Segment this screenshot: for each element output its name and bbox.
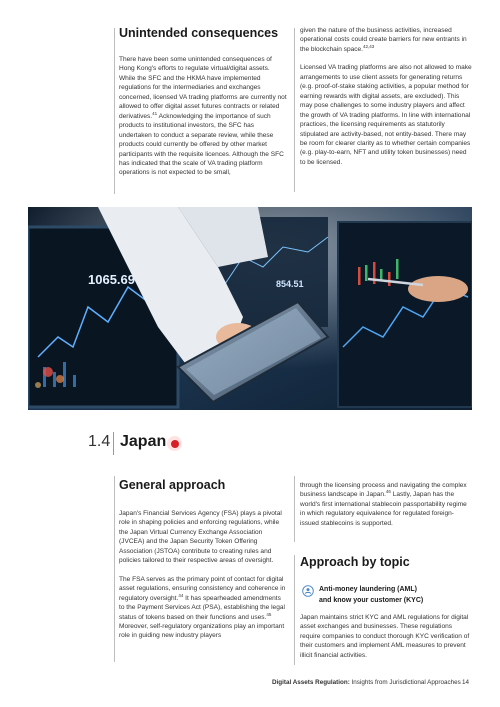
section-heading: Unintended consequences <box>119 26 279 40</box>
screen-number: 1065.69 <box>88 272 135 287</box>
column-rule <box>294 555 295 665</box>
paragraph: The FSA serves as the primary point of contact for digital asset regulations, ensuring consistency and coherence in regulatory oversight.$^{44}$ It has spearheaded amendments to the Payment Services Act (PSA), establishing the legal status of tokens based on their functions and uses.$^{45}$ Moreover, self-regulatory organizations play an important role in guiding new industry players <box>119 575 286 640</box>
general-left-column <box>119 478 287 641</box>
screen-number: 854.51 <box>276 279 304 289</box>
topic-paragraph-block <box>300 613 472 660</box>
paragraph: Licensed VA trading platforms are also not allowed to make arrangements to use client assets for generating returns (e.g. proof-of-stake staking activities, a popular method for earning rewards with digital assets, are excluded). This may pose challenges to some industry players and affect the growth of VA trading platforms. In line with international practices, the licensing requirements as statutorily stipulated are activity-based, not entity-based. There may be room for clearer clarity as to whether certain companies (e.g. play-to-earn, NFT and utility token businesses) need to be licensed. <box>300 64 472 166</box>
footer-title: Digital Assets Regulation: Insights from Jurisdictional Approaches <box>272 679 461 686</box>
top-right-column <box>300 26 472 167</box>
section-number: 1.4 <box>88 433 111 450</box>
top-left-column <box>119 26 287 178</box>
section-heading: General approach <box>119 478 226 492</box>
trading-photo <box>28 207 472 410</box>
paragraph: through the licensing process and navigating the complex business landscape in Japan.$^{46}$ Lastly, Japan has the world's first international stablecoin passportability regime in which regulatory equivalence for regulated foreign-issued stablecoins is supported. <box>300 482 467 527</box>
paragraph: given the nature of the business activities, increased operational costs could create barriers for new entrants in the blockchain space.$^{42,43}$ <box>300 27 467 53</box>
footnote-ref: 42,43 <box>362 43 375 49</box>
column-rule <box>114 28 115 194</box>
topic-item-label: Anti-money laundering (AML) and know your customer (KYC) <box>319 586 424 604</box>
general-right-column <box>300 481 472 528</box>
section-title: Japan <box>120 433 167 450</box>
page-number: 14 <box>462 679 470 686</box>
aml-kyc-icon <box>302 585 314 597</box>
section-heading: Approach by topic <box>300 555 410 569</box>
column-rule <box>294 476 295 542</box>
section-divider <box>113 432 114 455</box>
topic-block <box>300 555 472 570</box>
paragraph: There have been some unintended consequences of Hong Kong's efforts to regulate virtual/digital assets. While the SFC and the HKMA have implemented regulations for the intermediaries and exchanges concerned, licensed VA trading platforms are currently not allowed to offer digital asset futures contracts or related derivatives.$^{41}$ Acknowledging the importance of such products to institutional investors, the SFC has undertaken to conduct a separate review, while these products could currently be offered by other market participants with the requisite licences. Although the SFC has indicated that the scale of VA trading platform operations is not expected to be small, <box>119 56 287 177</box>
paragraph: Japan's Financial Services Agency (FSA) plays a pivotal role in shaping policies and enforcing regulations, while the Japan Virtual Currency Exchange Association (JVCEA) and the Japan Security Token Offering Association (JSTOA) contribute to creating rules and policies tailored to their respective areas of oversight. <box>119 510 282 565</box>
footnote-ref: 44 <box>178 592 184 598</box>
footnote-ref: 46 <box>385 489 391 495</box>
column-rule <box>114 476 115 662</box>
japan-flag-icon <box>167 436 182 451</box>
column-rule <box>294 28 295 192</box>
paragraph: Japan maintains strict KYC and AML regulations for digital asset exchanges and businesses. These regulations require companies to conduct thorough KYC verification of their customers and implement AML measures to prevent illicit financial activities. <box>300 614 470 659</box>
footnote-ref: 45 <box>266 611 272 617</box>
footnote-ref: 41 <box>152 110 158 116</box>
